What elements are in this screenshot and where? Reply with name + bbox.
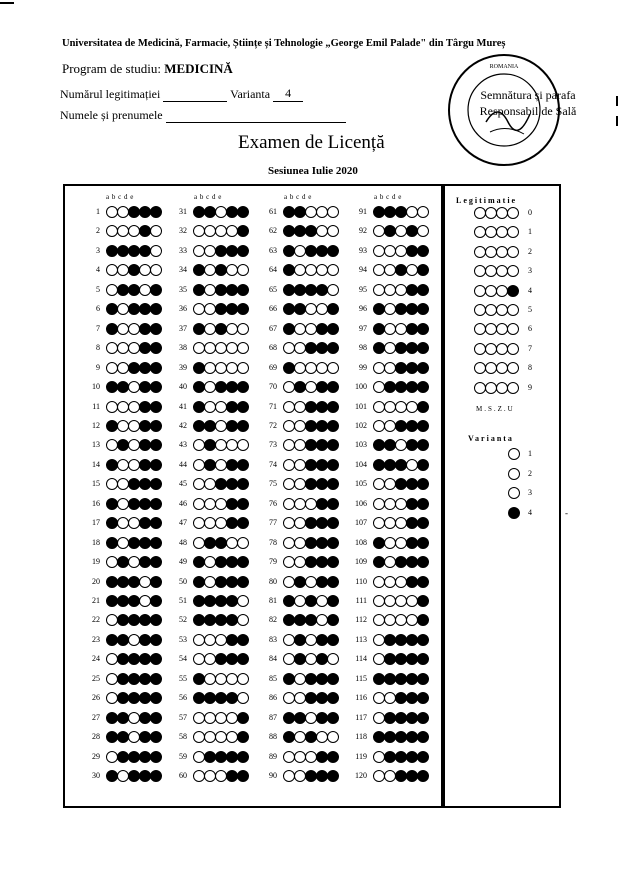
answer-bubble-e[interactable] bbox=[237, 576, 249, 588]
program-label: Program de studiu: bbox=[62, 61, 161, 76]
question-number: 52 bbox=[179, 615, 187, 625]
question-number: 47 bbox=[179, 518, 187, 528]
question-number: 59 bbox=[179, 751, 187, 761]
question-number: 55 bbox=[179, 673, 187, 683]
name-label: Numele și prenumele bbox=[60, 108, 163, 122]
question-number: 97 bbox=[359, 323, 367, 333]
question-number: 11 bbox=[92, 401, 100, 411]
answer-bubble-e[interactable] bbox=[327, 576, 339, 588]
answer-bubble-e[interactable] bbox=[417, 401, 429, 413]
legitimation-title: Legitimatie bbox=[456, 196, 518, 205]
question-number: 50 bbox=[179, 576, 187, 586]
answer-bubble-e[interactable] bbox=[417, 712, 429, 724]
question-number: 54 bbox=[179, 654, 187, 664]
question-number: 85 bbox=[269, 673, 277, 683]
question-number: 89 bbox=[269, 751, 277, 761]
question-number: 39 bbox=[179, 362, 187, 372]
answer-bubble-e[interactable] bbox=[237, 751, 249, 763]
answer-bubble-e[interactable] bbox=[150, 556, 162, 568]
question-number: 6 bbox=[96, 304, 100, 314]
answer-bubble-e[interactable] bbox=[417, 595, 429, 607]
answer-bubble-e[interactable] bbox=[327, 459, 339, 471]
margin-mark: - bbox=[565, 508, 568, 518]
question-number: 41 bbox=[179, 401, 187, 411]
answer-bubble-e[interactable] bbox=[417, 576, 429, 588]
question-number: 7 bbox=[96, 323, 100, 333]
question-number: 1 bbox=[96, 207, 100, 216]
answer-bubble-e[interactable] bbox=[150, 206, 162, 218]
legitimation-bubble[interactable] bbox=[507, 343, 519, 355]
question-number: 43 bbox=[179, 440, 187, 450]
answer-bubble-e[interactable] bbox=[327, 245, 339, 257]
answer-bubble-e[interactable] bbox=[237, 673, 249, 685]
svg-text:ROMANIA: ROMANIA bbox=[489, 64, 519, 70]
legit-number-field[interactable] bbox=[163, 101, 227, 102]
question-number: 111 bbox=[355, 596, 367, 605]
question-number: 87 bbox=[269, 712, 277, 722]
legitimation-digit-label: 2 bbox=[528, 246, 532, 256]
question-number: 88 bbox=[269, 732, 277, 742]
question-number: 35 bbox=[179, 284, 187, 294]
answer-bubble-e[interactable] bbox=[417, 673, 429, 685]
variant-option-label: 1 bbox=[528, 449, 532, 458]
question-number: 62 bbox=[269, 226, 277, 236]
answer-bubble-e[interactable] bbox=[237, 770, 249, 782]
question-number: 93 bbox=[359, 245, 367, 255]
question-number: 79 bbox=[269, 557, 277, 567]
legitimation-bubble[interactable] bbox=[507, 246, 519, 258]
legitimation-bubble[interactable] bbox=[507, 285, 519, 297]
study-program bbox=[62, 61, 233, 77]
answer-bubble-e[interactable] bbox=[417, 323, 429, 335]
question-number: 42 bbox=[179, 420, 187, 430]
answer-bubble-e[interactable] bbox=[150, 401, 162, 413]
answer-bubble-e[interactable] bbox=[150, 362, 162, 374]
answer-bubble-e[interactable] bbox=[417, 206, 429, 218]
answer-bubble-e[interactable] bbox=[150, 459, 162, 471]
answer-bubble-e[interactable] bbox=[150, 323, 162, 335]
question-number: 61 bbox=[269, 207, 277, 216]
answer-bubble-e[interactable] bbox=[150, 537, 162, 549]
question-number: 28 bbox=[92, 732, 100, 742]
question-number: 31 bbox=[179, 207, 187, 216]
answer-bubble-e[interactable] bbox=[327, 284, 339, 296]
question-number: 3 bbox=[96, 245, 100, 255]
question-number: 12 bbox=[92, 420, 100, 430]
question-number: 80 bbox=[269, 576, 277, 586]
answer-bubble-e[interactable] bbox=[237, 362, 249, 374]
answer-bubble-e[interactable] bbox=[237, 245, 249, 257]
options-header-3: a b c d e bbox=[284, 193, 312, 201]
question-number: 74 bbox=[269, 459, 277, 469]
question-number: 49 bbox=[179, 557, 187, 567]
question-number: 44 bbox=[179, 459, 187, 469]
legitimation-digit-label: 4 bbox=[528, 285, 532, 295]
question-number: 109 bbox=[355, 557, 367, 567]
signature-block bbox=[438, 87, 618, 119]
answer-bubble-e[interactable] bbox=[327, 673, 339, 685]
question-number: 115 bbox=[355, 673, 367, 683]
question-number: 90 bbox=[269, 771, 277, 781]
question-number: 119 bbox=[355, 751, 367, 761]
answer-bubble-e[interactable] bbox=[327, 206, 339, 218]
question-number: 48 bbox=[179, 537, 187, 547]
question-number: 40 bbox=[179, 382, 187, 392]
variant-bubble[interactable] bbox=[508, 448, 520, 460]
question-number: 37 bbox=[179, 323, 187, 333]
question-number: 38 bbox=[179, 343, 187, 353]
answer-bubble-e[interactable] bbox=[327, 556, 339, 568]
options-header-2: a b c d e bbox=[194, 193, 222, 201]
legitimation-digit-label: 3 bbox=[528, 266, 532, 276]
variant-title: Varianta bbox=[468, 434, 514, 443]
question-number: 66 bbox=[269, 304, 277, 314]
answer-bubble-e[interactable] bbox=[327, 420, 339, 432]
question-number: 19 bbox=[92, 557, 100, 567]
options-header-4: a b c d e bbox=[374, 193, 402, 201]
question-number: 108 bbox=[355, 537, 367, 547]
answer-bubble-e[interactable] bbox=[327, 751, 339, 763]
legitimation-codes: M.S.Z.U bbox=[476, 405, 515, 413]
answer-bubble-e[interactable] bbox=[327, 634, 339, 646]
question-number: 69 bbox=[269, 362, 277, 372]
answer-bubble-e[interactable] bbox=[417, 284, 429, 296]
question-number: 33 bbox=[179, 245, 187, 255]
question-number: 65 bbox=[269, 284, 277, 294]
question-number: 21 bbox=[92, 596, 100, 605]
question-number: 104 bbox=[355, 459, 367, 469]
question-number: 114 bbox=[355, 654, 367, 664]
legitimation-digit-label: 0 bbox=[528, 208, 532, 217]
question-number: 30 bbox=[92, 771, 100, 781]
variant-bubble[interactable] bbox=[508, 468, 520, 480]
answer-bubble-e[interactable] bbox=[150, 712, 162, 724]
question-number: 76 bbox=[269, 498, 277, 508]
name-line bbox=[60, 108, 346, 123]
program-value: MEDICINĂ bbox=[164, 61, 233, 76]
question-number: 22 bbox=[92, 615, 100, 625]
edge-mark-1 bbox=[616, 96, 618, 106]
variant-bubble[interactable] bbox=[508, 487, 520, 499]
question-number: 60 bbox=[179, 771, 187, 781]
question-number: 112 bbox=[355, 615, 367, 625]
question-number: 27 bbox=[92, 712, 100, 722]
question-number: 118 bbox=[355, 732, 367, 742]
question-number: 91 bbox=[359, 207, 367, 216]
question-number: 57 bbox=[179, 712, 187, 722]
question-number: 72 bbox=[269, 420, 277, 430]
registration-mark bbox=[0, 2, 14, 4]
question-number: 95 bbox=[359, 284, 367, 294]
question-number: 68 bbox=[269, 343, 277, 353]
answer-bubble-e[interactable] bbox=[237, 381, 249, 393]
answer-bubble-e[interactable] bbox=[237, 537, 249, 549]
question-number: 75 bbox=[269, 479, 277, 489]
answer-bubble-e[interactable] bbox=[417, 381, 429, 393]
variant-option-label: 4 bbox=[528, 507, 532, 517]
question-number: 83 bbox=[269, 634, 277, 644]
question-number: 51 bbox=[179, 596, 187, 605]
question-number: 4 bbox=[96, 265, 100, 275]
room-supervisor-label: Responsabil de Sală bbox=[479, 104, 577, 118]
answer-bubble-e[interactable] bbox=[327, 595, 339, 607]
question-number: 71 bbox=[269, 401, 277, 411]
question-number: 18 bbox=[92, 537, 100, 547]
answer-bubble-e[interactable] bbox=[237, 206, 249, 218]
answer-bubble-e[interactable] bbox=[237, 634, 249, 646]
legitimation-line bbox=[60, 86, 303, 102]
question-number: 53 bbox=[179, 634, 187, 644]
edge-mark-2 bbox=[616, 116, 618, 126]
answer-bubble-e[interactable] bbox=[237, 284, 249, 296]
question-number: 25 bbox=[92, 673, 100, 683]
variant-option-label: 3 bbox=[528, 488, 532, 497]
exam-title: Examen de Licență bbox=[238, 132, 385, 153]
question-number: 20 bbox=[92, 576, 100, 586]
question-number: 120 bbox=[355, 771, 367, 781]
answer-bubble-e[interactable] bbox=[237, 498, 249, 510]
question-number: 106 bbox=[355, 498, 367, 508]
question-number: 77 bbox=[269, 518, 277, 528]
question-number: 113 bbox=[355, 634, 367, 644]
answer-bubble-e[interactable] bbox=[417, 556, 429, 568]
answer-bubble-e[interactable] bbox=[327, 498, 339, 510]
question-number: 14 bbox=[92, 459, 100, 469]
answer-bubble-e[interactable] bbox=[150, 381, 162, 393]
legitimation-digit-label: 5 bbox=[528, 305, 532, 314]
question-number: 117 bbox=[355, 712, 367, 722]
answer-bubble-e[interactable] bbox=[150, 751, 162, 763]
answer-bubble-e[interactable] bbox=[327, 537, 339, 549]
question-number: 16 bbox=[92, 498, 100, 508]
question-number: 84 bbox=[269, 654, 277, 664]
answer-bubble-e[interactable] bbox=[417, 498, 429, 510]
sheet-divider bbox=[441, 184, 445, 808]
question-number: 81 bbox=[269, 596, 277, 605]
answer-bubble-e[interactable] bbox=[417, 770, 429, 782]
name-field[interactable] bbox=[166, 122, 346, 123]
question-number: 13 bbox=[92, 440, 100, 450]
question-number: 34 bbox=[179, 265, 187, 275]
options-header-1: a b c d e bbox=[106, 193, 134, 201]
question-number: 2 bbox=[96, 226, 100, 236]
answer-bubble-e[interactable] bbox=[417, 245, 429, 257]
question-number: 32 bbox=[179, 226, 187, 236]
question-number: 101 bbox=[355, 401, 367, 411]
question-number: 24 bbox=[92, 654, 100, 664]
legitimation-bubble[interactable] bbox=[507, 382, 519, 394]
answer-bubble-e[interactable] bbox=[237, 712, 249, 724]
answer-bubble-e[interactable] bbox=[150, 673, 162, 685]
question-number: 17 bbox=[92, 518, 100, 528]
answer-bubble-e[interactable] bbox=[237, 323, 249, 335]
answer-bubble-e[interactable] bbox=[327, 770, 339, 782]
answer-bubble-e[interactable] bbox=[237, 459, 249, 471]
question-number: 116 bbox=[355, 693, 367, 703]
question-number: 15 bbox=[92, 479, 100, 489]
answer-bubble-e[interactable] bbox=[150, 770, 162, 782]
question-number: 86 bbox=[269, 693, 277, 703]
answer-bubble-e[interactable] bbox=[237, 420, 249, 432]
question-number: 29 bbox=[92, 751, 100, 761]
answer-bubble-e[interactable] bbox=[237, 556, 249, 568]
answer-bubble-e[interactable] bbox=[417, 634, 429, 646]
question-number: 70 bbox=[269, 382, 277, 392]
answer-bubble-e[interactable] bbox=[150, 245, 162, 257]
question-number: 36 bbox=[179, 304, 187, 314]
answer-bubble-e[interactable] bbox=[150, 634, 162, 646]
question-number: 105 bbox=[355, 479, 367, 489]
variant-option-label: 2 bbox=[528, 468, 532, 478]
question-number: 94 bbox=[359, 265, 367, 275]
legit-label: Numărul legitimației bbox=[60, 87, 161, 101]
question-number: 110 bbox=[355, 576, 367, 586]
variant-label: Varianta bbox=[230, 87, 271, 101]
answer-bubble-e[interactable] bbox=[150, 420, 162, 432]
legitimation-bubble[interactable] bbox=[507, 304, 519, 316]
legitimation-digit-label: 9 bbox=[528, 382, 532, 392]
legitimation-bubble[interactable] bbox=[507, 207, 519, 219]
question-number: 63 bbox=[269, 245, 277, 255]
question-number: 5 bbox=[96, 284, 100, 294]
session-label: Sesiunea Iulie 2020 bbox=[268, 165, 358, 177]
answer-bubble-e[interactable] bbox=[327, 401, 339, 413]
question-number: 9 bbox=[96, 362, 100, 372]
answer-bubble-e[interactable] bbox=[417, 537, 429, 549]
answer-bubble-e[interactable] bbox=[150, 284, 162, 296]
question-number: 26 bbox=[92, 693, 100, 703]
answer-bubble-e[interactable] bbox=[327, 712, 339, 724]
question-number: 103 bbox=[355, 440, 367, 450]
variant-bubble[interactable] bbox=[508, 507, 520, 519]
signature-label: Semnătura și parafa bbox=[480, 88, 576, 102]
legitimation-digit-label: 8 bbox=[528, 363, 532, 373]
answer-bubble-e[interactable] bbox=[327, 362, 339, 374]
legitimation-digit-label: 6 bbox=[528, 324, 532, 334]
answer-bubble-e[interactable] bbox=[150, 576, 162, 588]
question-number: 67 bbox=[269, 323, 277, 333]
variant-field[interactable]: 4 bbox=[273, 86, 303, 102]
university-name: Universitatea de Medicină, Farmacie, Științe și Tehnologie „George Emil Palade" din Târgu Mureș bbox=[62, 38, 506, 49]
answer-bubble-e[interactable] bbox=[417, 751, 429, 763]
question-number: 46 bbox=[179, 498, 187, 508]
question-number: 78 bbox=[269, 537, 277, 547]
answer-bubble-e[interactable] bbox=[237, 401, 249, 413]
question-number: 10 bbox=[92, 382, 100, 392]
legitimation-digit-label: 7 bbox=[528, 343, 532, 353]
question-number: 45 bbox=[179, 479, 187, 489]
question-number: 96 bbox=[359, 304, 367, 314]
answer-bubble-e[interactable] bbox=[150, 595, 162, 607]
question-number: 102 bbox=[355, 420, 367, 430]
question-number: 92 bbox=[359, 226, 367, 236]
question-number: 64 bbox=[269, 265, 277, 275]
answer-bubble-e[interactable] bbox=[327, 381, 339, 393]
answer-bubble-e[interactable] bbox=[327, 323, 339, 335]
question-number: 8 bbox=[96, 343, 100, 353]
question-number: 98 bbox=[359, 343, 367, 353]
question-number: 107 bbox=[355, 518, 367, 528]
question-number: 100 bbox=[355, 382, 367, 392]
answer-bubble-e[interactable] bbox=[417, 420, 429, 432]
answer-bubble-e[interactable] bbox=[417, 459, 429, 471]
question-number: 58 bbox=[179, 732, 187, 742]
answer-bubble-e[interactable] bbox=[237, 595, 249, 607]
question-number: 23 bbox=[92, 634, 100, 644]
question-number: 99 bbox=[359, 362, 367, 372]
answer-bubble-e[interactable] bbox=[417, 362, 429, 374]
question-number: 73 bbox=[269, 440, 277, 450]
question-number: 56 bbox=[179, 693, 187, 703]
legitimation-digit-label: 1 bbox=[528, 227, 532, 237]
answer-bubble-e[interactable] bbox=[150, 498, 162, 510]
question-number: 82 bbox=[269, 615, 277, 625]
